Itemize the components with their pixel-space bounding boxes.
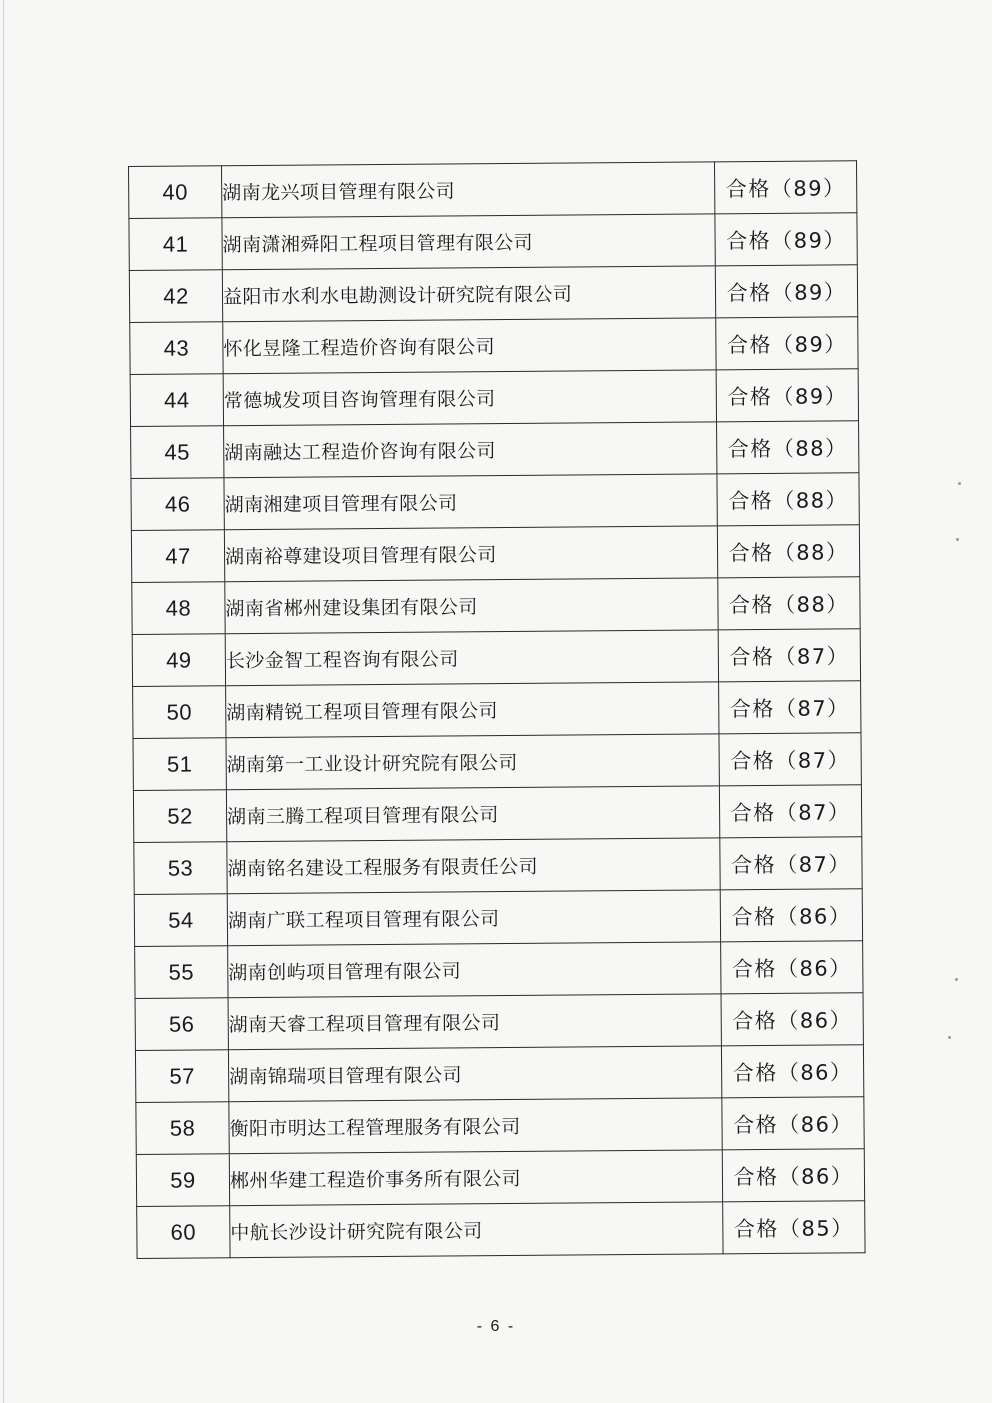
results-table	[128, 160, 866, 1259]
evaluation-result: 合格（89）	[716, 317, 858, 370]
table-row	[135, 941, 863, 999]
page-number: - 6 -	[476, 1318, 516, 1335]
row-number: 58	[136, 1102, 229, 1155]
row-number: 56	[135, 998, 228, 1051]
results-table-container	[128, 160, 866, 1259]
row-number: 46	[131, 478, 224, 531]
table-row	[134, 837, 862, 895]
row-number: 45	[131, 426, 224, 479]
company-name: 湖南三腾工程项目管理有限公司	[226, 786, 719, 842]
table-row	[130, 317, 858, 375]
row-number: 54	[134, 894, 227, 947]
row-number: 55	[135, 946, 228, 999]
row-number: 57	[135, 1050, 228, 1103]
evaluation-result: 合格（87）	[718, 629, 860, 682]
evaluation-result: 合格（86）	[720, 889, 862, 942]
evaluation-result: 合格（86）	[721, 941, 863, 994]
company-name: 湖南融达工程造价咨询有限公司	[224, 422, 717, 478]
row-number: 47	[131, 530, 224, 583]
evaluation-result: 合格（87）	[720, 837, 862, 890]
row-number: 43	[130, 322, 223, 375]
company-name: 怀化昱隆工程造价咨询有限公司	[223, 318, 716, 374]
company-name: 湖南裕尊建设项目管理有限公司	[224, 526, 717, 582]
evaluation-result: 合格（87）	[719, 733, 861, 786]
results-table-body	[129, 161, 866, 1259]
row-number: 49	[132, 634, 225, 687]
evaluation-result: 合格（86）	[722, 1149, 864, 1202]
evaluation-result: 合格（88）	[717, 473, 859, 526]
scan-speck	[958, 482, 961, 485]
row-number: 50	[133, 686, 226, 739]
table-row	[135, 1045, 863, 1103]
evaluation-result: 合格（87）	[719, 681, 861, 734]
evaluation-result: 合格（89）	[716, 369, 858, 422]
table-row	[131, 473, 859, 531]
company-name: 湖南精锐工程项目管理有限公司	[226, 682, 719, 738]
table-row	[131, 421, 859, 479]
row-number: 52	[133, 790, 226, 843]
row-number: 48	[132, 582, 225, 635]
evaluation-result: 合格（88）	[717, 525, 859, 578]
evaluation-result: 合格（86）	[721, 993, 863, 1046]
company-name: 湖南广联工程项目管理有限公司	[227, 890, 720, 946]
evaluation-result: 合格（86）	[722, 1097, 864, 1150]
evaluation-result: 合格（89）	[715, 213, 857, 266]
row-number: 44	[130, 374, 223, 427]
company-name: 湖南铭名建设工程服务有限责任公司	[227, 838, 720, 894]
row-number: 60	[137, 1206, 230, 1259]
company-name: 湖南天睿工程项目管理有限公司	[228, 994, 721, 1050]
company-name: 湖南锦瑞项目管理有限公司	[228, 1046, 721, 1102]
scan-speck	[955, 978, 958, 981]
row-number: 42	[129, 270, 222, 323]
company-name: 湖南第一工业设计研究院有限公司	[226, 734, 719, 790]
table-row	[133, 733, 861, 791]
evaluation-result: 合格（88）	[717, 421, 859, 474]
evaluation-result: 合格（88）	[718, 577, 860, 630]
row-number: 51	[133, 738, 226, 791]
company-name: 衡阳市明达工程管理服务有限公司	[229, 1098, 722, 1154]
evaluation-result: 合格（86）	[721, 1045, 863, 1098]
table-row	[137, 1201, 865, 1259]
table-row	[133, 681, 861, 739]
evaluation-result: 合格（87）	[719, 785, 861, 838]
row-number: 41	[129, 218, 222, 271]
row-number: 59	[136, 1154, 229, 1207]
table-row	[135, 993, 863, 1051]
table-row	[136, 1149, 864, 1207]
company-name: 湖南潇湘舜阳工程项目管理有限公司	[222, 214, 715, 270]
evaluation-result: 合格（89）	[715, 265, 857, 318]
table-row	[133, 785, 861, 843]
row-number: 53	[134, 842, 227, 895]
table-row	[134, 889, 862, 947]
company-name: 湖南省郴州建设集团有限公司	[225, 578, 718, 634]
company-name: 益阳市水利水电勘测设计研究院有限公司	[222, 266, 715, 322]
table-row	[130, 369, 858, 427]
evaluation-result: 合格（85）	[723, 1201, 865, 1254]
company-name: 郴州华建工程造价事务所有限公司	[229, 1150, 722, 1206]
row-number: 40	[129, 166, 222, 219]
evaluation-result: 合格（89）	[714, 161, 856, 214]
table-row	[129, 161, 857, 219]
scan-edge	[3, 0, 4, 1403]
company-name: 湖南龙兴项目管理有限公司	[222, 162, 715, 218]
scan-speck	[948, 1036, 951, 1039]
scan-speck	[956, 538, 959, 541]
company-name: 湖南创屿项目管理有限公司	[228, 942, 721, 998]
table-row	[129, 213, 857, 271]
company-name: 中航长沙设计研究院有限公司	[230, 1202, 723, 1258]
company-name: 湖南湘建项目管理有限公司	[224, 474, 717, 530]
table-row	[132, 577, 860, 635]
company-name: 长沙金智工程咨询有限公司	[225, 630, 718, 686]
table-row	[131, 525, 859, 583]
table-row	[136, 1097, 864, 1155]
table-row	[129, 265, 857, 323]
table-row	[132, 629, 860, 687]
company-name: 常德城发项目咨询管理有限公司	[223, 370, 716, 426]
